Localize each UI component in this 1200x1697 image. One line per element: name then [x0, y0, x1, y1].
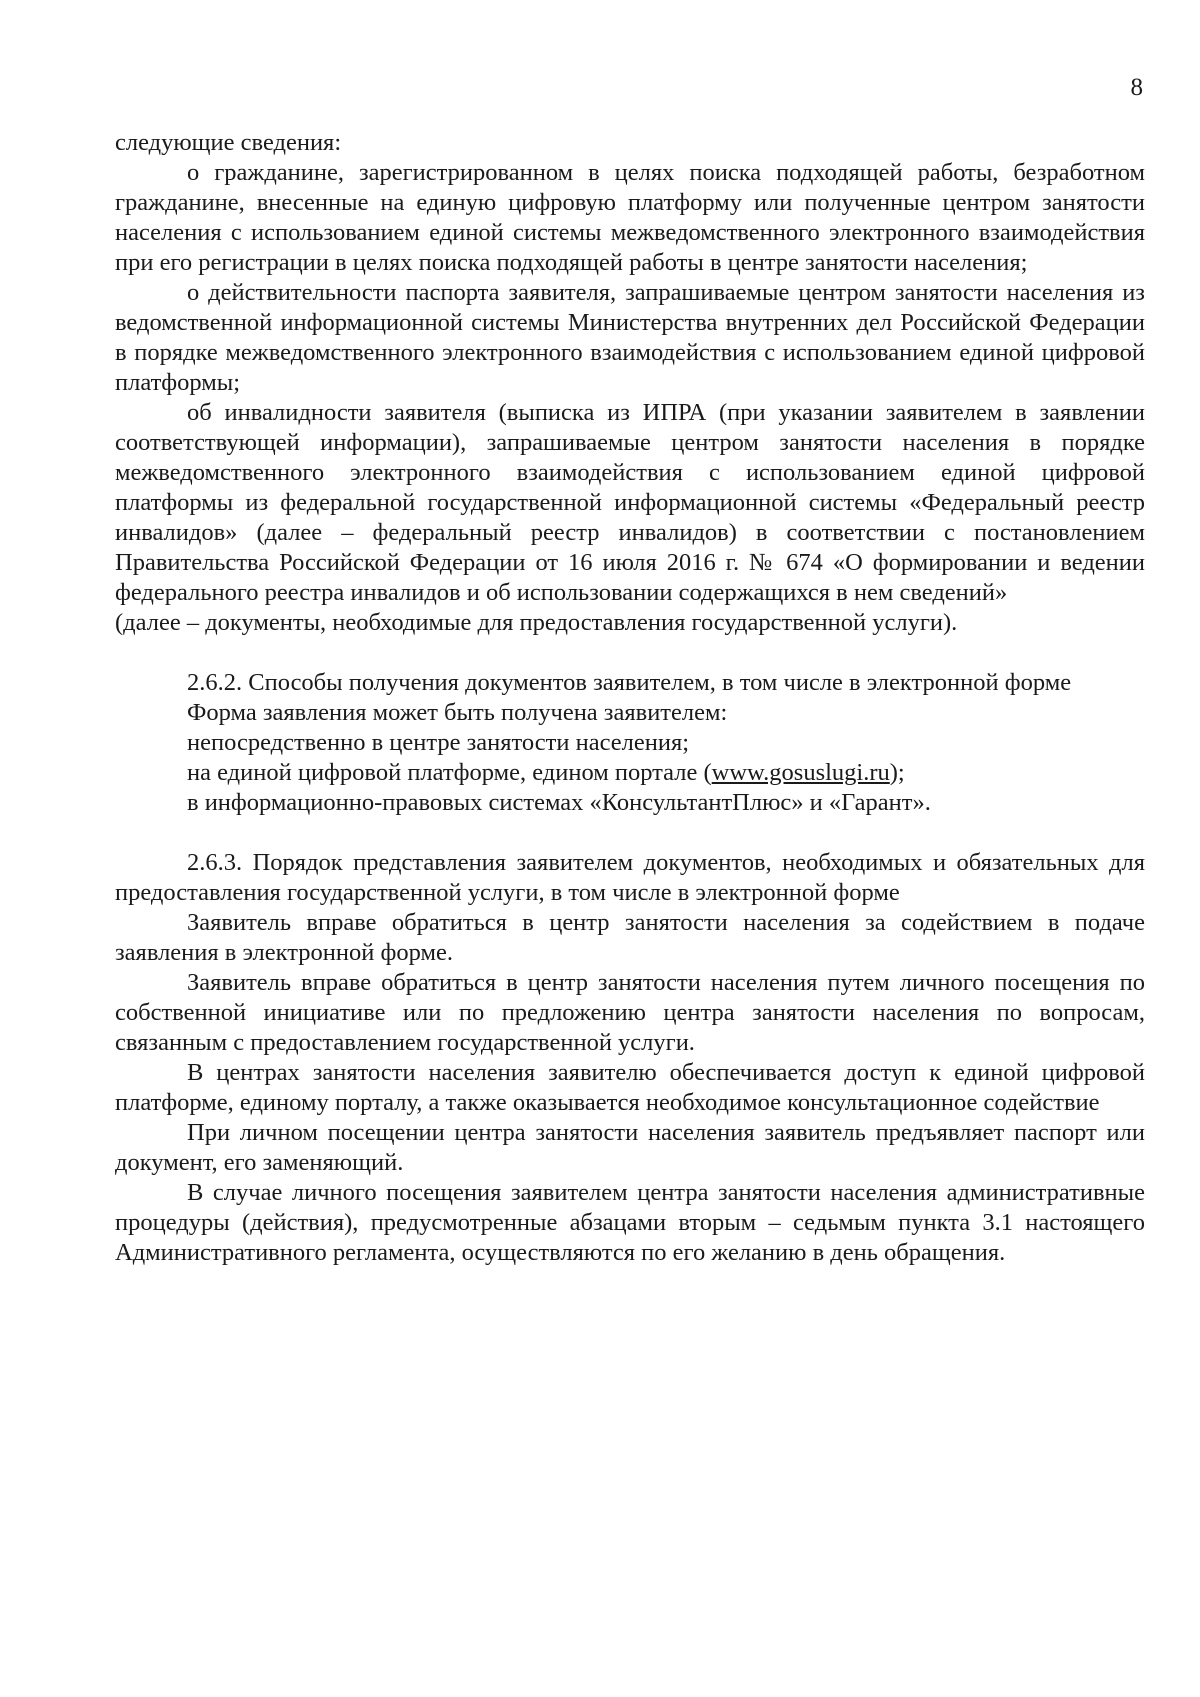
portal-text-before: на единой цифровой платформе, едином портале (: [187, 759, 712, 786]
paragraph-electronic-assistance: Заявитель вправе обратиться в центр занятости населения за содействием в подаче заявления в электронной форме.: [115, 909, 1145, 966]
paragraph-form-available: Форма заявления может быть получена заявителем:: [187, 699, 728, 726]
section-gap: [115, 638, 1145, 668]
paragraph-passport-presentation: При личном посещении центра занятости населения заявитель предъявляет паспорт или документ, его заменяющий.: [115, 1119, 1145, 1176]
section-gap: [115, 818, 1145, 848]
section-2-6-3-heading: 2.6.3. Порядок представления заявителем документов, необходимых и обязательных для предоставления государственной услуги, в том числе в электронной форме: [115, 849, 1145, 906]
paragraph-legal-systems: в информационно-правовых системах «КонсультантПлюс» и «Гарант».: [187, 789, 931, 816]
paragraph-portal-access: В центрах занятости населения заявителю обеспечивается доступ к единой цифровой платформе, единому порталу, а также оказывается необходимое консультационное содействие: [115, 1059, 1145, 1116]
gosuslugi-link[interactable]: www.gosuslugi.ru: [711, 759, 890, 786]
paragraph-same-day-procedures: В случае личного посещения заявителем центра занятости населения административные процедуры (действия), предусмотренные абзацами вторым – седьмым пункта 3.1 настоящего Административного регламента, осуществляются по его желанию в день обращения.: [115, 1179, 1145, 1266]
paragraph-personal-visit: Заявитель вправе обратиться в центр занятости населения путем личного посещения по собственной инициативе или по предложению центра занятости населения по вопросам, связанным с предоставлением государственной услуги.: [115, 969, 1145, 1056]
paragraph-at-employment-center: непосредственно в центре занятости населения;: [187, 729, 690, 756]
paragraph-on-portal: [115, 758, 1145, 788]
paragraph-citizen-info: о гражданине, зарегистрированном в целях поиска подходящей работы, безработном гражданине, внесенные на единую цифровую платформу или полученные центром занятости населения с использованием единой системы межведомственного электронного взаимодействия при его регистрации в целях поиска подходящей работы в центре занятости населения;: [115, 159, 1145, 276]
section-2-6-2-heading: 2.6.2. Способы получения документов заявителем, в том числе в электронной форме: [187, 669, 1072, 696]
paragraph-documents-definition: (далее – документы, необходимые для предоставления государственной услуги).: [115, 609, 958, 636]
paragraph-disability-info: об инвалидности заявителя (выписка из ИПРА (при указании заявителем в заявлении соответствующей информации), запрашиваемые центром занятости населения в порядке межведомственного электронного взаимодействия с использованием единой цифровой платформы из федеральной государственной информационной системы «Федеральный реестр инвалидов» (далее – федеральный реестр инвалидов) в соответствии с постановлением Правительства Российской Федерации от 16 июля 2016 г. № 674 «О формировании и ведении федерального реестра инвалидов и об использовании содержащихся в нем сведений»: [115, 399, 1145, 606]
page-number: 8: [1130, 74, 1143, 101]
document-body: [115, 128, 1145, 1268]
intro-line: следующие сведения:: [115, 129, 342, 156]
paragraph-passport-validity: о действительности паспорта заявителя, запрашиваемые центром занятости населения из ведомственной информационной системы Министерства внутренних дел Российской Федерации в порядке межведомственного электронного взаимодействия с использованием единой цифровой платформы;: [115, 279, 1145, 396]
portal-text-after: );: [889, 759, 905, 786]
